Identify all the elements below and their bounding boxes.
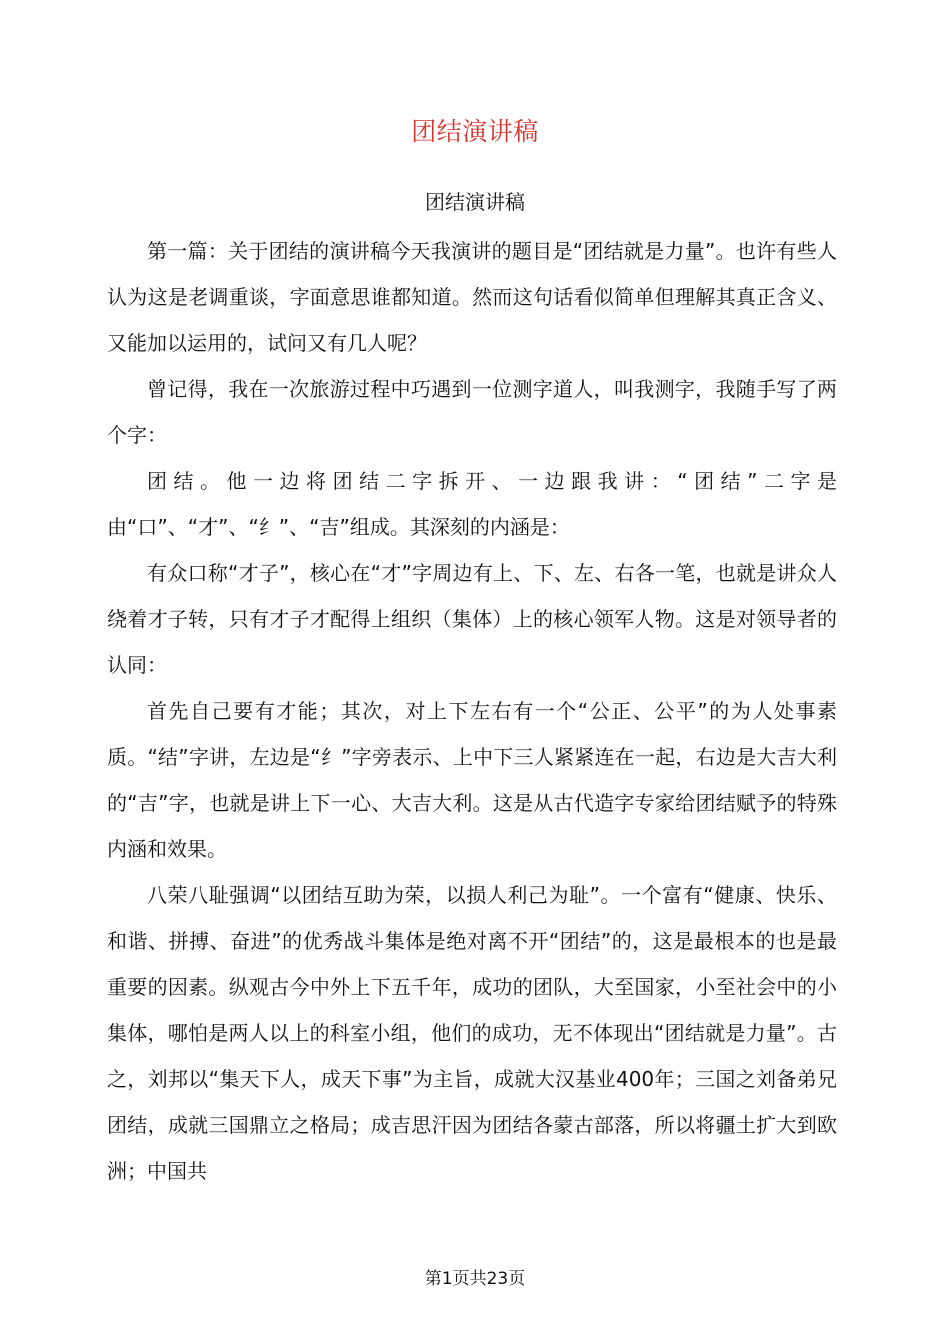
document-title: 团结演讲稿 [411, 117, 539, 146]
paragraph-2: 曾记得，我在一次旅游过程中巧遇到一位测字道人，叫我测字，我随手写了两个字： [107, 377, 837, 447]
document-subtitle: 团结演讲稿 [425, 190, 525, 214]
paragraph-5: 首先自己要有才能；其次，对上下左右有一个“公正、公平”的为人处事素质。“结”字讲，左边是“纟”字旁表示、上中下三人紧紧连在一起，右边是大吉大利的“吉”字，也就是讲上下一心、大吉大利。这是从古代造字专家给团结赋予的特殊内涵和效果。 [107, 699, 837, 861]
paragraph-4: 有众口称“才子”，核心在“才”字周边有上、下、左、右各一笔，也就是讲众人绕着才子转，只有才子才配得上组织（集体）上的核心领军人物。这是对领导者的认同： [107, 561, 837, 677]
paragraph-6: 八荣八耻强调“以团结互助为荣，以损人利己为耻”。一个富有“健康、快乐、和谐、拼搏、奋进”的优秀战斗集体是绝对离不开“团结”的，这是最根本的也是最重要的因素。纵观古今中外上下五千年，成功的团队，大至国家，小至社会中的小集体，哪怕是两人以上的科室小组，他们的成功，无不体现出“团结就是力量”。古之，刘邦以“集天下人，成天下事”为主旨，成就大汉基业400年；三国之刘备弟兄团结，成就三国鼎立之格局；成吉思汗因为团结各蒙古部落，所以将疆土扩大到欧洲；中国共 [107, 883, 837, 1183]
document-body [107, 228, 837, 1194]
paragraph-1: 第一篇：关于团结的演讲稿今天我演讲的题目是“团结就是力量”。也许有些人认为这是老调重谈，字面意思谁都知道。然而这句话看似简单但理解其真正含义、又能加以运用的，试问又有几人呢？ [107, 239, 837, 355]
paragraph-3: 团结。他一边将团结二字拆开、一边跟我讲：“团结”二字是由“口”、“才”、“纟”、“吉”组成。其深刻的内涵是： [107, 469, 837, 539]
page-number-footer: 第1页共23页 [424, 1269, 526, 1289]
